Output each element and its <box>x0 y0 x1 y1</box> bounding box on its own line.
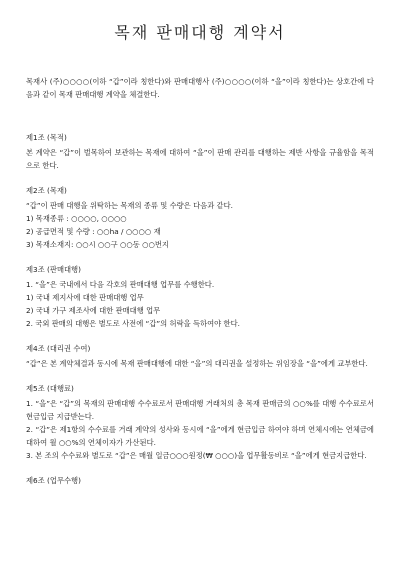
article-4 <box>26 342 374 370</box>
article-heading: 제3조 (판매대행) <box>26 265 81 274</box>
article-heading: 제2조 (목재) <box>26 186 67 195</box>
article-line: 2) 국내 가구 제조사에 대한 판매대행 업무 <box>26 306 161 315</box>
article-line: 1) 목재종류 : ○○○○, ○○○○ <box>26 214 127 223</box>
article-heading: 제4조 (대리권 수여) <box>26 344 91 353</box>
article-line: 3) 목재소재지: ○○시 ○○구 ○○동 ○○번지 <box>26 240 169 249</box>
article-line: 1. “을”은 “갑”의 목재의 판매대행 수수료로서 판매대행 거래처의 총 목재 판매금의 ○○%를 대행 수수료로서 현금입금 지급받는다. <box>26 399 374 421</box>
article-line: 본 계약은 “갑”이 벌목하여 보관하는 목재에 대하여 “을”이 판매 관리를 대행하는 제반 사항을 규율함을 목적으로 한다. <box>26 148 374 170</box>
intro-paragraph: 목재사 (주)○○○○(이하 “갑”이라 칭한다)와 판매대행사 (주)○○○○(이하 “을”이라 칭한다)는 상호간에 다음과 같이 목재 판매대행 계약을 체결한다. <box>26 77 374 99</box>
article-6 <box>26 474 374 487</box>
article-line: 3. 본 조의 수수료와 별도로 “갑”은 매월 일금○○○원정(₩ ○○○)을 업무활동비로 “을”에게 현금지급한다. <box>26 451 367 460</box>
article-line: 2. “갑”은 제1항의 수수료를 거래 계약의 성사와 동시에 “을”에게 현금입금 하여야 하며 연체시에는 연체금에 대하여 월 ○○%의 연체이자가 가산된다. <box>26 425 374 447</box>
article-heading: 제1조 (목적) <box>26 133 67 142</box>
article-1 <box>26 131 374 172</box>
article-line: “갑”이 판매 대행을 위탁하는 목재의 종류 및 수량은 다음과 같다. <box>26 201 233 210</box>
article-2 <box>26 184 374 251</box>
article-5 <box>26 382 374 462</box>
article-heading: 제6조 (업무수행) <box>26 476 81 485</box>
article-line: 1. “을”은 국내에서 다음 각호의 판매대행 업무를 수행한다. <box>26 280 215 289</box>
article-line: “갑”은 본 계약체결과 동시에 목재 판매대행에 대한 “을”의 대리권을 설정하는 위임장을 “을”에게 교부한다. <box>26 359 368 368</box>
document-title: 목재 판매대행 계약서 <box>114 23 286 42</box>
article-line: 2) 공급면적 및 수량 : ○○ha / ○○○○ 재 <box>26 227 161 236</box>
article-line: 1) 국내 제지사에 대한 판매대행 업무 <box>26 293 144 302</box>
article-3 <box>26 263 374 330</box>
article-line: 2. 국외 판매의 대행은 별도로 사전에 “갑”의 허락을 득하여야 한다. <box>26 319 240 328</box>
article-heading: 제5조 (대행료) <box>26 384 74 393</box>
